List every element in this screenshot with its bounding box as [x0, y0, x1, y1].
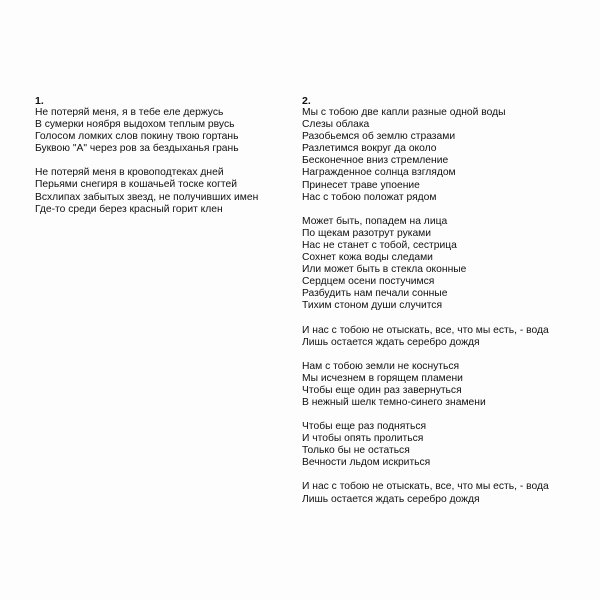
poem-line: Лишь остается ждать серебро дождя	[302, 336, 480, 348]
poem-2-stanzas	[302, 107, 592, 506]
poem-line: Голосом ломких слов покину твою гортань	[35, 131, 239, 143]
stanza	[302, 216, 592, 313]
stanza	[35, 167, 285, 215]
poem-line: Мы с тобою две капли разные одной воды	[302, 107, 506, 118]
stanza	[302, 325, 592, 349]
poem-line: Мы исчезнем в горящем пламени	[302, 372, 463, 384]
poem-line: Сердцем осени постучимся	[302, 276, 435, 288]
poem-line: И чтобы опять пролиться	[302, 433, 424, 445]
poem-line: Лишь остается ждать серебро дождя	[302, 493, 480, 505]
poem-1	[35, 95, 285, 228]
stanza	[302, 107, 592, 204]
poem-line: Нас не станет с тобой, сестрица	[302, 239, 457, 251]
poem-line: Нам с тобою земли не коснуться	[302, 360, 460, 372]
poem-line: Разбудить нам печали сонные	[302, 288, 448, 300]
poem-number: 2.	[302, 95, 311, 107]
poem-line: Всхлипах забытых звезд, не получивших имен	[35, 191, 259, 203]
poem-line: Награжденное солнца взглядом	[302, 167, 456, 179]
poem-line: Разлетимся вокруг да около	[302, 143, 437, 155]
poem-line: Чтобы еще один раз завернуться	[302, 384, 462, 396]
poem-line: Может быть, попадем на лица	[302, 215, 448, 227]
poem-line: Бесконечное вниз стремление	[302, 155, 449, 167]
poem-line: По щекам разотрут руками	[302, 227, 432, 239]
stanza	[302, 361, 592, 409]
poem-line: Не потеряй меня в кровоподтеках дней	[35, 167, 224, 179]
poem-line: Принесет траве упоение	[302, 179, 420, 191]
poem-line: Не потеряй меня, я в тебе еле держусь	[35, 107, 224, 118]
poem-line: Перьями снегиря в кошачьей тоске когтей	[35, 179, 237, 191]
poem-line: Чтобы еще раз подняться	[302, 421, 427, 433]
poem-line: Где-то среди берез красный горит клен	[35, 203, 223, 215]
stanza	[35, 107, 285, 155]
poem-line: И нас с тобою не отыскать, все, что мы есть, - вода	[302, 324, 549, 336]
poem-1-stanzas	[35, 107, 285, 216]
poem-number: 1.	[35, 95, 44, 107]
poem-line: В нежный шелк темно-синего знамени	[302, 396, 486, 408]
poem-line: Или может быть в стекла оконные	[302, 264, 467, 276]
poem-line: Тихим стоном души случится	[302, 300, 443, 312]
poem-line: В сумерки ноября выдохом теплым рвусь	[35, 119, 235, 131]
poem-line: И нас с тобою не отыскать, все, что мы есть, - вода	[302, 481, 549, 493]
poem-line: Слезы облака	[302, 119, 370, 131]
poem-line: Разобьемся об землю стразами	[302, 131, 456, 143]
poem-line: Сохнет кожа воды следами	[302, 252, 433, 264]
stanza	[302, 481, 592, 505]
poem-2	[302, 95, 592, 518]
poem-line: Нас с тобою положат рядом	[302, 191, 437, 203]
stanza	[302, 421, 592, 469]
poem-line: Буквою "А" через ров за бездыханья грань	[35, 143, 239, 155]
poem-line: Только бы не остаться	[302, 445, 410, 457]
poem-line: Вечности льдом искриться	[302, 457, 431, 469]
